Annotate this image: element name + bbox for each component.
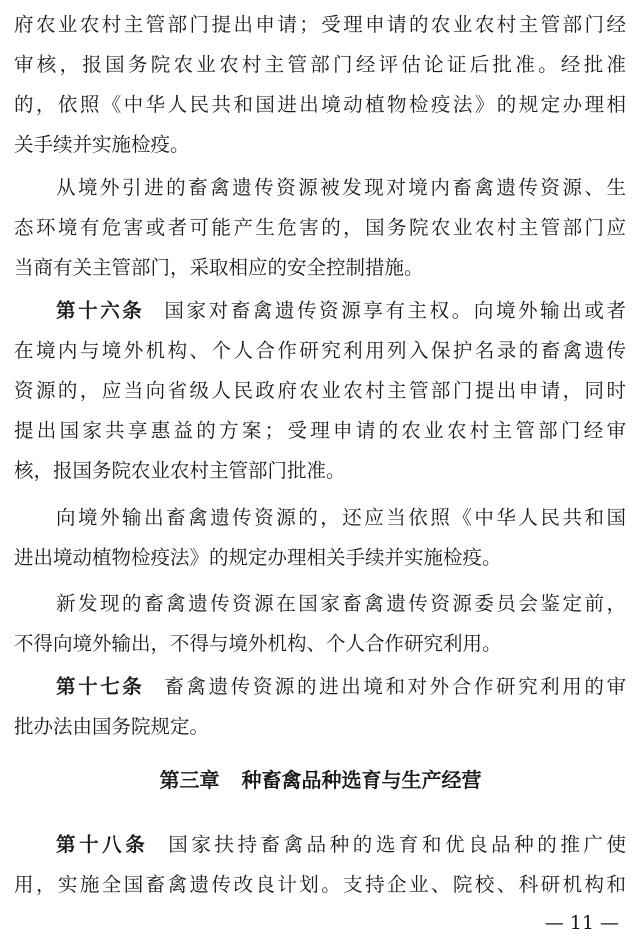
text-span: 国家对畜禽遗传资源享有主权。向境外输出或者 bbox=[164, 299, 626, 322]
text-line: 资源的，应当向省级人民政府农业农村主管部门提出申请，同时 bbox=[14, 379, 626, 402]
text-line: 当商有关主管部门，采取相应的安全控制措施。 bbox=[14, 256, 424, 279]
page-number: — 11 — bbox=[544, 912, 619, 934]
text-line: 向境外输出畜禽遗传资源的，还应当依照《中华人民共和国 bbox=[56, 506, 626, 529]
text-line: 从境外引进的畜禽遗传资源被发现对境内畜禽遗传资源、生 bbox=[56, 176, 626, 199]
text-span: 国家扶持畜禽品种的选育和优良品种的推广使 bbox=[168, 833, 626, 856]
text-span: 畜禽遗传资源的进出境和对外合作研究利用的审 bbox=[164, 675, 626, 698]
article-16-first-line bbox=[56, 297, 626, 325]
text-line: 在境内与境外机构、个人合作研究利用列入保护名录的畜禽遗传 bbox=[14, 339, 626, 362]
article-16-heading: 第十六条 bbox=[56, 299, 145, 322]
text-line: 核，报国务院农业农村主管部门批准。 bbox=[14, 459, 346, 482]
article-17-heading: 第十七条 bbox=[56, 675, 145, 698]
text-line: 府农业农村主管部门提出申请；受理申请的农业农村主管部门经 bbox=[14, 13, 626, 36]
article-18-heading: 第十八条 bbox=[56, 833, 149, 856]
text-line: 新发现的畜禽遗传资源在国家畜禽遗传资源委员会鉴定前， bbox=[56, 592, 626, 615]
article-17-first-line bbox=[56, 673, 626, 701]
text-line: 态环境有危害或者可能产生危害的，国务院农业农村主管部门应 bbox=[14, 216, 626, 239]
text-line: 进出境动植物检疫法》的规定办理相关手续并实施检疫。 bbox=[14, 546, 502, 569]
chapter-number: 第三章 bbox=[159, 768, 220, 792]
chapter-heading bbox=[0, 766, 641, 794]
text-line: 提出国家共享惠益的方案；受理申请的农业农村主管部门经审 bbox=[14, 419, 626, 442]
text-line: 的，依照《中华人民共和国进出境动植物检疫法》的规定办理相 bbox=[14, 93, 626, 116]
text-line: 用，实施全国畜禽遗传改良计划。支持企业、院校、科研机构和 bbox=[14, 873, 626, 896]
text-line: 批办法由国务院规定。 bbox=[14, 715, 210, 738]
chapter-title: 种畜禽品种选育与生产经营 bbox=[241, 768, 482, 792]
text-line: 关手续并实施检疫。 bbox=[14, 133, 190, 156]
article-18-first-line bbox=[56, 831, 626, 859]
text-line: 不得向境外输出，不得与境外机构、个人合作研究利用。 bbox=[14, 632, 502, 655]
text-line: 审核，报国务院农业农村主管部门经评估论证后批准。经批准 bbox=[14, 53, 626, 76]
